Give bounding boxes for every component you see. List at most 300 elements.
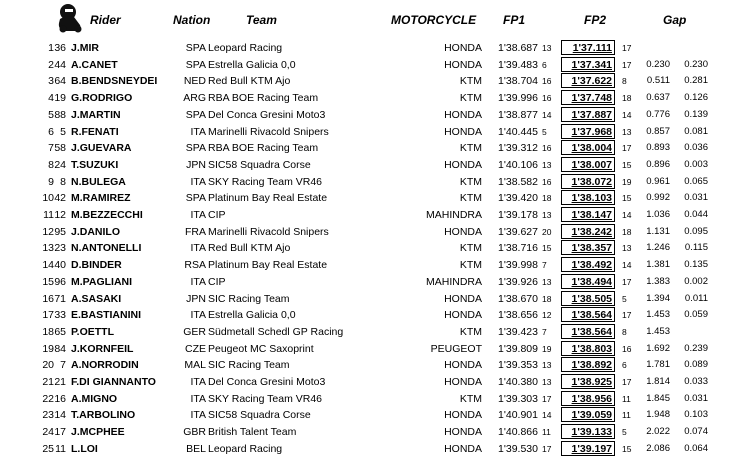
rider-number: 95 [54,225,66,238]
rider-name: P.OETTL [71,325,114,338]
rider-name: J.MIR [71,42,100,54]
rider-name: F.DI GIANNANTO [71,376,156,388]
table-row [0,140,738,156]
gap-to-previous: 0.003 [684,158,708,170]
gap-to-previous: 0.230 [684,58,708,70]
fp2-time: 1'37.968 [561,124,615,139]
team-name: SIC Racing Team [208,359,290,372]
motorcycle: HONDA [444,125,482,138]
rider-number: 71 [54,292,66,305]
position: 18 [42,325,54,338]
gap-to-first: 0.230 [646,58,670,70]
gap-to-first: 0.776 [646,108,670,120]
team-name: CIP [208,275,226,288]
gap-to-first: 0.511 [646,75,670,87]
rider-number: 11 [55,442,66,455]
nation: ITA [190,209,206,221]
header-team: Team [246,13,277,27]
fp2-time: 1'37.887 [561,107,615,122]
motorcycle-rider-icon [56,3,84,33]
team-name: SKY Racing Team VR46 [208,175,323,188]
position: 12 [42,225,54,238]
fp1-lap: 16 [542,93,552,104]
fp1-time: 1'39.312 [498,142,538,155]
fp1-lap: 13 [542,159,552,170]
rider-name: N.ANTONELLI [71,242,142,255]
gap-to-previous: 0.059 [684,309,708,321]
rider-number: 44 [54,58,66,71]
motorcycle: HONDA [444,442,482,455]
rider-number: 17 [54,426,66,439]
rider-number: 33 [54,309,66,322]
position: 22 [42,392,54,405]
rider-number: 8 [60,175,66,188]
position: 6 [48,125,54,138]
table-row [0,90,738,106]
fp2-time: 1'38.357 [561,240,615,255]
table-row [0,274,738,290]
rider-number: 96 [54,275,66,288]
rider-name: J.KORNFEIL [71,342,134,355]
header-rider: Rider [90,13,121,27]
fp2-time: 1'38.103 [561,190,615,205]
fp1-time: 1'40.901 [498,409,538,422]
gap-to-first: 0.893 [646,142,670,154]
position: 8 [48,158,54,171]
fp2-lap: 15 [622,193,632,204]
table-row [0,190,738,206]
fp1-time: 1'38.582 [498,175,538,188]
motorcycle: HONDA [444,409,482,422]
motorcycle: KTM [459,175,482,188]
nation: SPA [185,108,206,121]
nation: ITA [190,242,206,255]
fp2-lap: 8 [622,76,627,87]
fp2-lap: 17 [622,43,632,53]
nation: SPA [185,142,206,155]
header-gap: Gap [663,13,687,27]
position: 19 [42,342,54,355]
motorcycle: KTM [459,192,482,205]
table-row [0,374,738,390]
fp2-lap: 18 [622,226,632,237]
team-name: Del Conca Gresini Moto3 [208,108,326,121]
nation: NED [183,75,206,88]
fp2-lap: 15 [622,443,632,454]
gap-to-first: 0.857 [646,125,670,137]
position: 13 [42,242,54,255]
fp2-lap: 5 [622,427,627,438]
team-name: CIP [208,209,226,221]
team-name: SKY Racing Team VR46 [208,392,323,405]
fp1-time: 1'38.704 [498,75,538,88]
table-row [0,107,738,123]
position: 10 [42,192,54,205]
rider-name: G.RODRIGO [71,92,133,105]
rider-number: 42 [54,192,66,205]
table-row [0,307,738,323]
gap-to-first: 1.781 [646,359,670,371]
gap-to-first: 1.453 [646,309,670,321]
fp1-time: 1'38.656 [498,309,538,322]
motorcycle: PEUGEOT [430,342,482,355]
position: 7 [48,142,54,155]
motorcycle: KTM [459,142,482,155]
team-name: Peugeot MC Saxoprint [208,342,314,355]
fp2-lap: 14 [622,210,632,220]
rider-number: 7 [60,359,66,372]
position: 15 [42,275,54,288]
fp1-lap: 13 [542,360,552,371]
header-motorcycle: MOTORCYCLE [391,13,477,27]
nation: BEL [186,442,206,455]
gap-to-previous: 0.089 [684,359,708,371]
team-name: British Talent Team [208,426,297,439]
nation: CZE [185,342,206,355]
table-row [0,224,738,240]
team-name: RBA BOE Racing Team [208,142,319,155]
gap-to-previous: 0.139 [684,108,708,120]
rider-name: J.MCPHEE [71,426,125,439]
table-row [0,174,738,190]
gap-to-first: 0.637 [646,92,670,104]
fp1-time: 1'40.866 [498,426,538,439]
position: 16 [42,292,54,305]
fp2-time: 1'38.147 [561,207,615,222]
rider-number: 24 [54,158,66,171]
fp1-time: 1'39.809 [498,342,538,355]
header-fp1: FP1 [503,13,526,27]
gap-to-first: 1.814 [646,376,670,387]
table-row [0,124,738,140]
team-name: Südmetall Schedl GP Racing [208,325,344,338]
motorcycle: MAHINDRA [425,209,482,221]
gap-to-previous: 0.044 [684,209,708,220]
position: 20 [42,359,54,372]
rider-name: N.BULEGA [71,175,126,188]
team-name: Platinum Bay Real Estate [208,259,328,272]
team-name: SIC Racing Team [208,292,290,305]
fp1-time: 1'39.353 [498,359,538,372]
motorcycle: KTM [459,325,482,338]
rider-name: T.SUZUKI [71,158,119,171]
rider-number: 88 [54,108,66,121]
gap-to-first: 2.022 [646,426,670,438]
fp2-time: 1'38.564 [561,324,615,339]
fp2-time: 1'37.622 [561,73,615,88]
fp1-lap: 13 [542,276,552,287]
fp1-time: 1'39.178 [498,209,538,221]
table-row [0,207,738,223]
rider-name: D.BINDER [71,259,122,272]
gap-to-previous: 0.011 [684,292,708,304]
fp1-lap: 15 [542,243,552,254]
fp1-lap: 14 [542,109,552,120]
team-name: SIC58 Squadra Corse [208,158,311,171]
team-name: Red Bull KTM Ajo [208,242,291,255]
team-name: RBA BOE Racing Team [208,92,319,105]
fp1-lap: 18 [542,293,552,304]
fp1-time: 1'39.423 [498,325,538,338]
fp2-lap: 17 [622,143,632,154]
fp1-lap: 14 [542,410,552,421]
fp1-time: 1'39.627 [498,225,538,238]
team-name: Leopard Racing [208,442,283,455]
gap-to-previous: 0.064 [684,442,708,454]
table-row [0,357,738,373]
fp1-time: 1'40.106 [498,158,538,171]
gap-to-previous: 0.239 [684,342,708,354]
fp2-time: 1'39.197 [561,441,615,456]
position: 24 [42,426,54,439]
rider-number: 16 [54,392,66,405]
position: 1 [48,42,54,54]
fp2-time: 1'38.925 [561,374,615,389]
fp1-time: 1'40.445 [498,125,538,138]
fp2-lap: 11 [622,393,631,404]
fp1-time: 1'38.670 [498,292,538,305]
nation: ITA [190,376,206,388]
rider-name: J.MARTIN [71,108,121,121]
position: 17 [42,309,54,322]
table-row [0,341,738,357]
rider-number: 5 [60,125,66,138]
gap-to-previous: 0.281 [684,75,708,87]
position: 21 [42,376,54,388]
fp1-lap: 13 [542,377,552,387]
rider-name: A.NORRODIN [71,359,139,372]
rider-name: A.SASAKI [71,292,122,305]
gap-to-first: 1.948 [646,409,670,421]
team-name: Red Bull KTM Ajo [208,75,291,88]
fp2-time: 1'38.072 [561,174,615,189]
fp1-lap: 16 [542,76,552,87]
fp2-time: 1'37.341 [561,57,615,72]
gap-to-first: 1.131 [646,225,670,237]
gap-to-previous: 0.095 [684,225,708,237]
motorcycle: HONDA [444,292,482,305]
team-name: Estrella Galicia 0,0 [208,309,296,322]
fp2-lap: 11 [622,410,631,421]
fp1-lap: 7 [542,326,547,337]
nation: ITA [190,409,206,422]
table-row [0,324,738,340]
rider-number: 40 [54,259,66,272]
motorcycle: KTM [459,242,482,255]
fp1-lap: 11 [542,427,551,438]
nation: FRA [185,225,206,238]
table-row [0,157,738,173]
gap-to-previous: 0.031 [684,392,708,404]
team-name: SIC58 Squadra Corse [208,409,311,422]
motorcycle: KTM [459,259,482,272]
motorcycle: HONDA [444,158,482,171]
nation: JPN [186,292,206,305]
fp1-lap: 19 [542,343,552,354]
team-name: Marinelli Rivacold Snipers [208,225,329,238]
rider-number: 84 [54,342,66,355]
fp1-lap: 12 [542,310,552,321]
position: 9 [48,175,54,188]
rider-number: 12 [54,209,66,221]
gap-to-previous: 0.135 [684,259,708,271]
motorcycle: KTM [459,92,482,105]
gap-to-first: 0.961 [646,175,670,187]
motorcycle: HONDA [444,42,482,54]
motorcycle: HONDA [444,359,482,372]
fp2-time: 1'38.892 [561,357,615,372]
gap-to-first: 1.692 [646,342,670,354]
team-name: Marinelli Rivacold Snipers [208,125,329,138]
fp1-lap: 16 [542,176,552,187]
fp1-lap: 20 [542,226,552,237]
nation: MAL [184,359,206,372]
position: 25 [42,442,54,455]
fp1-time: 1'38.716 [498,242,538,255]
gap-to-previous: 0.126 [684,92,708,104]
motorcycle: HONDA [444,426,482,439]
nation: RSA [184,259,206,272]
fp1-time: 1'39.483 [498,58,538,71]
gap-to-first: 0.992 [646,192,670,204]
fp2-time: 1'39.133 [561,424,615,439]
table-row [0,57,738,73]
nation: ITA [190,309,206,322]
header-nation: Nation [173,13,211,27]
nation: ITA [190,175,206,188]
fp2-time: 1'38.956 [561,391,615,406]
position: 5 [48,108,54,121]
fp1-time: 1'39.998 [498,259,538,272]
rider-name: J.DANILO [71,225,121,238]
fp2-lap: 6 [622,360,627,371]
motorcycle: HONDA [444,376,482,388]
table-row [0,257,738,273]
fp2-time: 1'38.564 [561,307,615,322]
nation: GER [183,325,206,338]
fp1-lap: 7 [542,260,547,271]
motorcycle: HONDA [444,225,482,238]
fp2-lap: 13 [622,126,632,137]
gap-to-previous: 0.065 [684,175,708,187]
fp2-lap: 15 [622,159,632,170]
fp1-lap: 17 [542,393,552,404]
table-row [0,424,738,440]
rider-name: T.ARBOLINO [71,409,136,422]
team-name: Estrella Galicia 0,0 [208,58,296,71]
fp2-time: 1'38.492 [561,257,615,272]
fp1-lap: 18 [542,193,552,204]
rider-number: 14 [54,409,66,422]
position: 14 [42,259,54,272]
position: 4 [48,92,54,105]
fp2-lap: 14 [622,260,632,271]
table-row [0,441,738,457]
gap-to-first: 1.246 [646,242,670,254]
gap-to-previous: 0.115 [684,242,708,254]
rider-name: M.PAGLIANI [71,275,133,288]
fp2-time: 1'38.242 [561,224,615,239]
gap-to-first: 1.381 [646,259,670,271]
fp2-time: 1'38.004 [561,140,615,155]
gap-to-previous: 0.081 [684,125,708,137]
motorcycle: HONDA [444,58,482,71]
fp2-time: 1'39.059 [561,407,615,422]
fp1-time: 1'40.380 [498,376,538,388]
motorcycle: HONDA [444,108,482,121]
position: 2 [48,58,54,71]
gap-to-first: 1.453 [646,325,670,337]
rider-number: 65 [54,325,66,338]
rider-name: R.FENATI [71,125,119,138]
table-row [0,407,738,423]
rider-number: 23 [54,242,66,255]
fp2-lap: 19 [622,176,632,187]
fp2-time: 1'38.505 [561,291,615,306]
fp1-time: 1'38.687 [498,42,538,54]
table-row [0,240,738,256]
table-row [0,40,738,56]
rider-number: 21 [54,376,66,388]
rider-name: L.LOI [71,442,98,455]
gap-to-first: 2.086 [646,442,670,454]
gap-to-first: 1.036 [646,209,670,220]
fp2-lap: 17 [622,59,632,70]
gap-to-previous: 0.033 [684,376,708,387]
fp2-lap: 5 [622,293,627,304]
nation: ITA [190,392,206,405]
fp1-lap: 5 [542,126,547,137]
gap-to-first: 1.394 [646,292,670,304]
fp1-lap: 13 [542,210,552,220]
position: 3 [48,75,54,88]
rider-name: M.RAMIREZ [71,192,131,205]
fp1-time: 1'38.877 [498,108,538,121]
fp2-lap: 16 [622,343,632,354]
fp2-time: 1'37.748 [561,90,615,105]
fp2-lap: 8 [622,326,627,337]
nation: ARG [183,92,206,105]
rider-name: A.MIGNO [71,392,118,405]
nation: SPA [185,58,206,71]
table-row [0,391,738,407]
fp1-lap: 6 [542,59,547,70]
table-row [0,291,738,307]
fp2-time: 1'38.007 [561,157,615,172]
fp1-time: 1'39.420 [498,192,538,205]
nation: GBR [183,426,206,439]
fp1-lap: 17 [542,443,552,454]
fp2-time: 1'38.494 [561,274,615,289]
rider-name: A.CANET [71,58,118,71]
rider-name: J.GUEVARA [71,142,132,155]
fp2-time: 1'37.111 [561,40,615,55]
fp2-lap: 17 [622,310,632,321]
gap-to-first: 1.845 [646,392,670,404]
motorcycle: KTM [459,75,482,88]
position: 23 [42,409,54,422]
rider-name: E.BASTIANINI [71,309,142,322]
fp1-lap: 16 [542,143,552,154]
fp1-time: 1'39.926 [498,275,538,288]
gap-to-previous: 0.036 [684,142,708,154]
fp1-time: 1'39.303 [498,392,538,405]
rider-number: 58 [54,142,66,155]
team-name: Platinum Bay Real Estate [208,192,328,205]
gap-to-previous: 0.031 [684,192,708,204]
fp2-lap: 17 [622,377,632,387]
team-name: Del Conca Gresini Moto3 [208,376,326,388]
